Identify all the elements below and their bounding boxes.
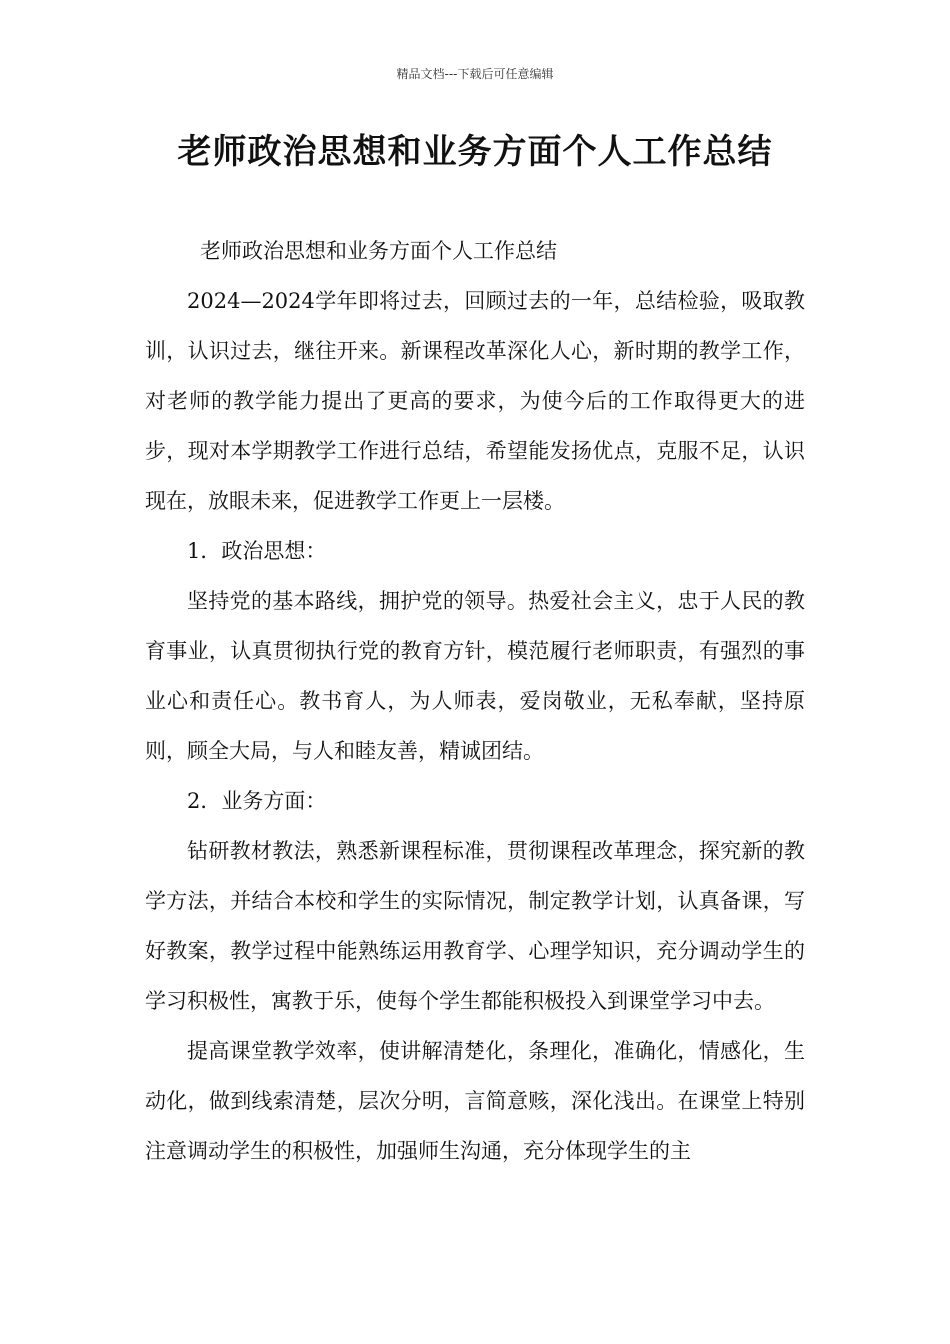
section-heading-politics: 1．政治思想： xyxy=(187,539,327,563)
section-heading-business: 2．业务方面： xyxy=(187,789,327,813)
paragraph-politics: 坚持党的基本路线，拥护党的领导。热爱社会主义，忠于人民的教育事业，认真贯彻执行党的教育方针，模范履行老师职责，有强烈的事业心和责任心。教书育人，为人师表，爱岗敬业，无私奉献，坚持原则，顾全大局，与人和睦友善，精诚团结。 xyxy=(145,589,805,763)
paragraph-business: 钻研教材教法，熟悉新课程标准，贯彻课程改革理念，探究新的教学方法，并结合本校和学生的实际情况，制定教学计划，认真备课，写好教案，教学过程中能熟练运用教育学、心理学知识，充分调动学生的学习积极性，寓教于乐，使每个学生都能积极投入到课堂学习中去。 xyxy=(145,839,805,1013)
document-body xyxy=(145,226,805,1176)
paragraph-classroom: 提高课堂教学效率，使讲解清楚化，条理化，准确化，情感化，生动化，做到线索清楚，层次分明，言简意赅，深化浅出。在课堂上特别注意调动学生的积极性，加强师生沟通，充分体现学生的主 xyxy=(145,1039,805,1163)
paragraph-intro: 2024—2024学年即将过去，回顾过去的一年，总结检验，吸取教训，认识过去，继往开来。新课程改革深化人心，新时期的教学工作，对老师的教学能力提出了更高的要求，为使今后的工作取得更大的进步，现对本学期教学工作进行总结，希望能发扬优点，克服不足，认识现在，放眼未来，促进教学工作更上一层楼。 xyxy=(145,289,805,513)
document-subtitle: 老师政治思想和业务方面个人工作总结 xyxy=(200,239,557,263)
header-note: 精品文档---下载后可任意编辑 xyxy=(396,67,554,81)
document-title: 老师政治思想和业务方面个人工作总结 xyxy=(177,132,773,172)
